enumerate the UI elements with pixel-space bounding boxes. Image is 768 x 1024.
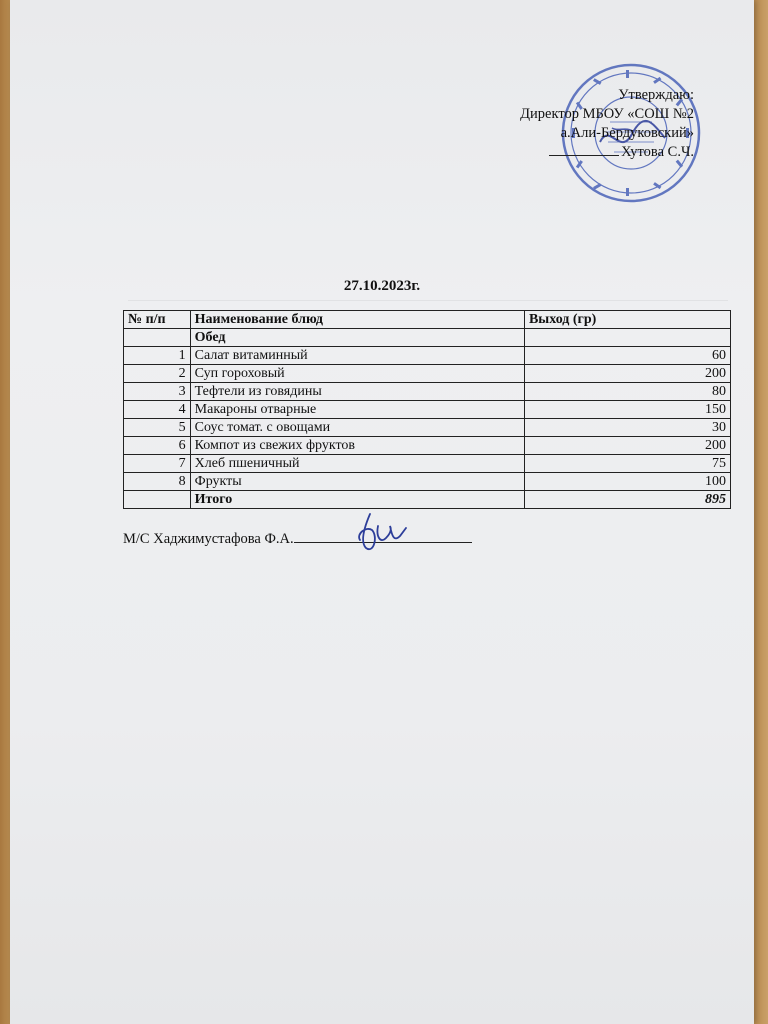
total-row: [124, 491, 731, 509]
table-row: [124, 401, 731, 419]
row-number: 5: [124, 419, 191, 437]
table-row: [124, 455, 731, 473]
row-output: 80: [524, 383, 730, 401]
table-row: [124, 383, 731, 401]
approval-position: Директор МБОУ «СОШ №2: [520, 106, 694, 122]
row-dish-name: Салат витаминный: [190, 347, 524, 365]
handwritten-signature: [350, 508, 410, 556]
total-label: Итого: [190, 491, 524, 509]
row-dish-name: Суп гороховый: [190, 365, 524, 383]
row-number: 2: [124, 365, 191, 383]
desk-surface-right: [752, 0, 768, 1024]
table-row: [124, 473, 731, 491]
approval-name: Хутова С.Ч.: [621, 144, 694, 160]
document-sheet: [10, 0, 754, 1024]
row-number: 7: [124, 455, 191, 473]
row-dish-name: Тефтели из говядины: [190, 383, 524, 401]
table-row: [124, 365, 731, 383]
row-dish-name: Фрукты: [190, 473, 524, 491]
row-output: 75: [524, 455, 730, 473]
header-output: Выход (гр): [524, 311, 730, 329]
header-dish-name: Наименование блюд: [190, 311, 524, 329]
menu-date: 27.10.2023г.: [343, 278, 421, 294]
row-output: 200: [524, 365, 730, 383]
row-dish-name: Соус томат. с овощами: [190, 419, 524, 437]
row-output: 150: [524, 401, 730, 419]
total-num-cell: [124, 491, 191, 509]
signature-line: [549, 143, 619, 156]
row-number: 4: [124, 401, 191, 419]
table-header-row: [124, 311, 731, 329]
row-number: 1: [124, 347, 191, 365]
table-row: [124, 437, 731, 455]
row-dish-name: Компот из свежих фруктов: [190, 437, 524, 455]
section-row: [124, 329, 731, 347]
menu-table: [123, 310, 731, 509]
row-number: 6: [124, 437, 191, 455]
table-row: [124, 347, 731, 365]
nurse-name: М/С Хаджимустафова Ф.А.: [123, 531, 294, 547]
approval-school: а.Али-Бердуковский»: [560, 125, 694, 141]
row-number: 3: [124, 383, 191, 401]
nurse-signature-line: [123, 530, 472, 548]
row-dish-name: Хлеб пшеничный: [190, 455, 524, 473]
approval-heading: Утверждаю:: [618, 87, 694, 103]
row-dish-name: Макароны отварные: [190, 401, 524, 419]
section-title: Обед: [190, 329, 524, 347]
row-output: 100: [524, 473, 730, 491]
row-output: 200: [524, 437, 730, 455]
row-output: 30: [524, 419, 730, 437]
header-number: № п/п: [124, 311, 191, 329]
total-value: 895: [524, 491, 730, 509]
section-num-cell: [124, 329, 191, 347]
row-output: 60: [524, 347, 730, 365]
section-out-cell: [524, 329, 730, 347]
approval-signatory: [520, 143, 694, 162]
row-number: 8: [124, 473, 191, 491]
approval-block: [520, 86, 694, 162]
table-row: [124, 419, 731, 437]
